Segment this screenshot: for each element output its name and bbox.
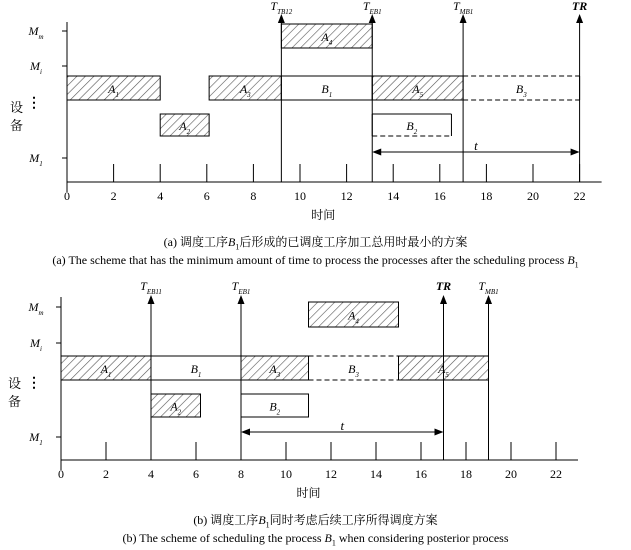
bar-label: $A_5$ [412, 82, 424, 99]
x-axis-label: 时间 [296, 486, 321, 500]
x-tick-label: 16 [415, 467, 427, 481]
bar-label: $B_3$ [515, 82, 527, 99]
row-label-Mm: $M_m$ [28, 24, 44, 41]
row-label-M1: $M_1$ [29, 430, 43, 447]
marker-arrowhead [148, 295, 155, 304]
x-tick-label: 10 [294, 189, 306, 203]
bar-label: $A_1$ [108, 82, 120, 99]
row-label-Mi: $M_i$ [30, 336, 42, 353]
x-tick-label: 2 [110, 189, 117, 203]
x-axis-label: 时间 [311, 208, 336, 222]
row-label-Mm: $M_m$ [28, 300, 44, 317]
bar-B3 [309, 356, 399, 380]
marker-label: TR [435, 279, 452, 293]
bar-label: $A_1$ [100, 362, 112, 379]
marker-label: $T_{MB1}$ [478, 279, 499, 296]
bar-label: $B_3$ [348, 362, 359, 379]
span-arrow-right [435, 429, 444, 436]
x-tick-label: 20 [527, 189, 539, 203]
row-label-Mi: $M_i$ [30, 59, 42, 76]
bar-label: $A_3$ [239, 82, 251, 99]
x-tick-label: 14 [370, 467, 382, 481]
marker-arrowhead [485, 295, 492, 304]
bar-label: $A_3$ [269, 362, 281, 379]
marker-arrowhead [440, 295, 447, 304]
marker-label: $T_{EB1}$ [362, 0, 382, 16]
x-tick-label: 0 [58, 467, 64, 481]
bar-A2 [151, 394, 201, 417]
bar-label: $A_4$ [321, 30, 333, 47]
y-axis-label: 备 [10, 118, 24, 133]
y-axis-label: 设 [8, 376, 22, 391]
bar-label: $B_1$ [321, 82, 333, 99]
marker-label: TR [571, 0, 588, 13]
caption-b-english: (b) The scheme of scheduling the process $B_1$ when considering posterior process [122, 531, 509, 548]
y-axis-label: 设 [10, 100, 24, 115]
bar-A4 [309, 302, 399, 327]
bar-label: $B_2$ [269, 399, 281, 417]
bar-label: $A_2$ [170, 399, 182, 417]
x-tick-label: 18 [460, 467, 472, 481]
caption-a-chinese: (a) 调度工序$B_1$后形成的已调度工序加工总用时最小的方案 [163, 235, 468, 252]
x-tick-label: 22 [550, 467, 562, 481]
x-tick-label: 0 [64, 189, 70, 203]
caption-b-chinese: (b) 调度工序$B_1$同时考虑后续工序所得调度方案 [193, 513, 438, 530]
bar-label: $A_5$ [438, 362, 449, 379]
bar-B2 [241, 394, 309, 417]
span-label: t [474, 138, 478, 153]
bar-B1 [151, 356, 241, 380]
x-tick-label: 12 [340, 189, 353, 203]
marker-label: $T_{MB1}$ [452, 0, 474, 16]
x-tick-label: 16 [433, 189, 446, 203]
bar-label: $A_2$ [179, 119, 191, 136]
x-tick-label: 6 [203, 189, 210, 203]
x-tick-label: 2 [103, 467, 109, 481]
bar-A1 [61, 356, 151, 380]
span-label: t [340, 418, 345, 433]
x-tick-label: 18 [480, 189, 493, 203]
x-tick-label: 10 [280, 467, 292, 481]
x-tick-label: 14 [387, 189, 400, 203]
x-tick-label: 20 [505, 467, 517, 481]
marker-label: $T_{EB11}$ [140, 279, 162, 296]
row-ellipsis: ⋮ [27, 376, 41, 391]
x-tick-label: 4 [148, 467, 154, 481]
caption-a-english: (a) The scheme that has the minimum amount of time to process the processes after the scheduling process $B_1$ [52, 253, 579, 270]
span-arrow-left [241, 429, 250, 436]
y-axis-label: 备 [8, 394, 22, 409]
bar-A3 [241, 356, 309, 380]
x-tick-label: 4 [157, 189, 164, 203]
x-tick-label: 6 [193, 467, 199, 481]
bar-label: $B_1$ [190, 362, 202, 379]
row-label-M1: $M_1$ [29, 151, 43, 168]
row-ellipsis: ⋮ [27, 96, 41, 111]
x-tick-label: 12 [325, 467, 337, 481]
marker-label: $T_{TB12}$ [270, 0, 293, 16]
bar-label: $B_2$ [406, 119, 418, 136]
marker-label: $T_{EB1}$ [231, 279, 251, 296]
x-tick-label: 22 [573, 189, 586, 203]
marker-arrowhead [238, 295, 245, 304]
bar-label: $A_4$ [348, 308, 359, 326]
x-tick-label: 8 [238, 467, 244, 481]
x-tick-label: 8 [250, 189, 257, 203]
